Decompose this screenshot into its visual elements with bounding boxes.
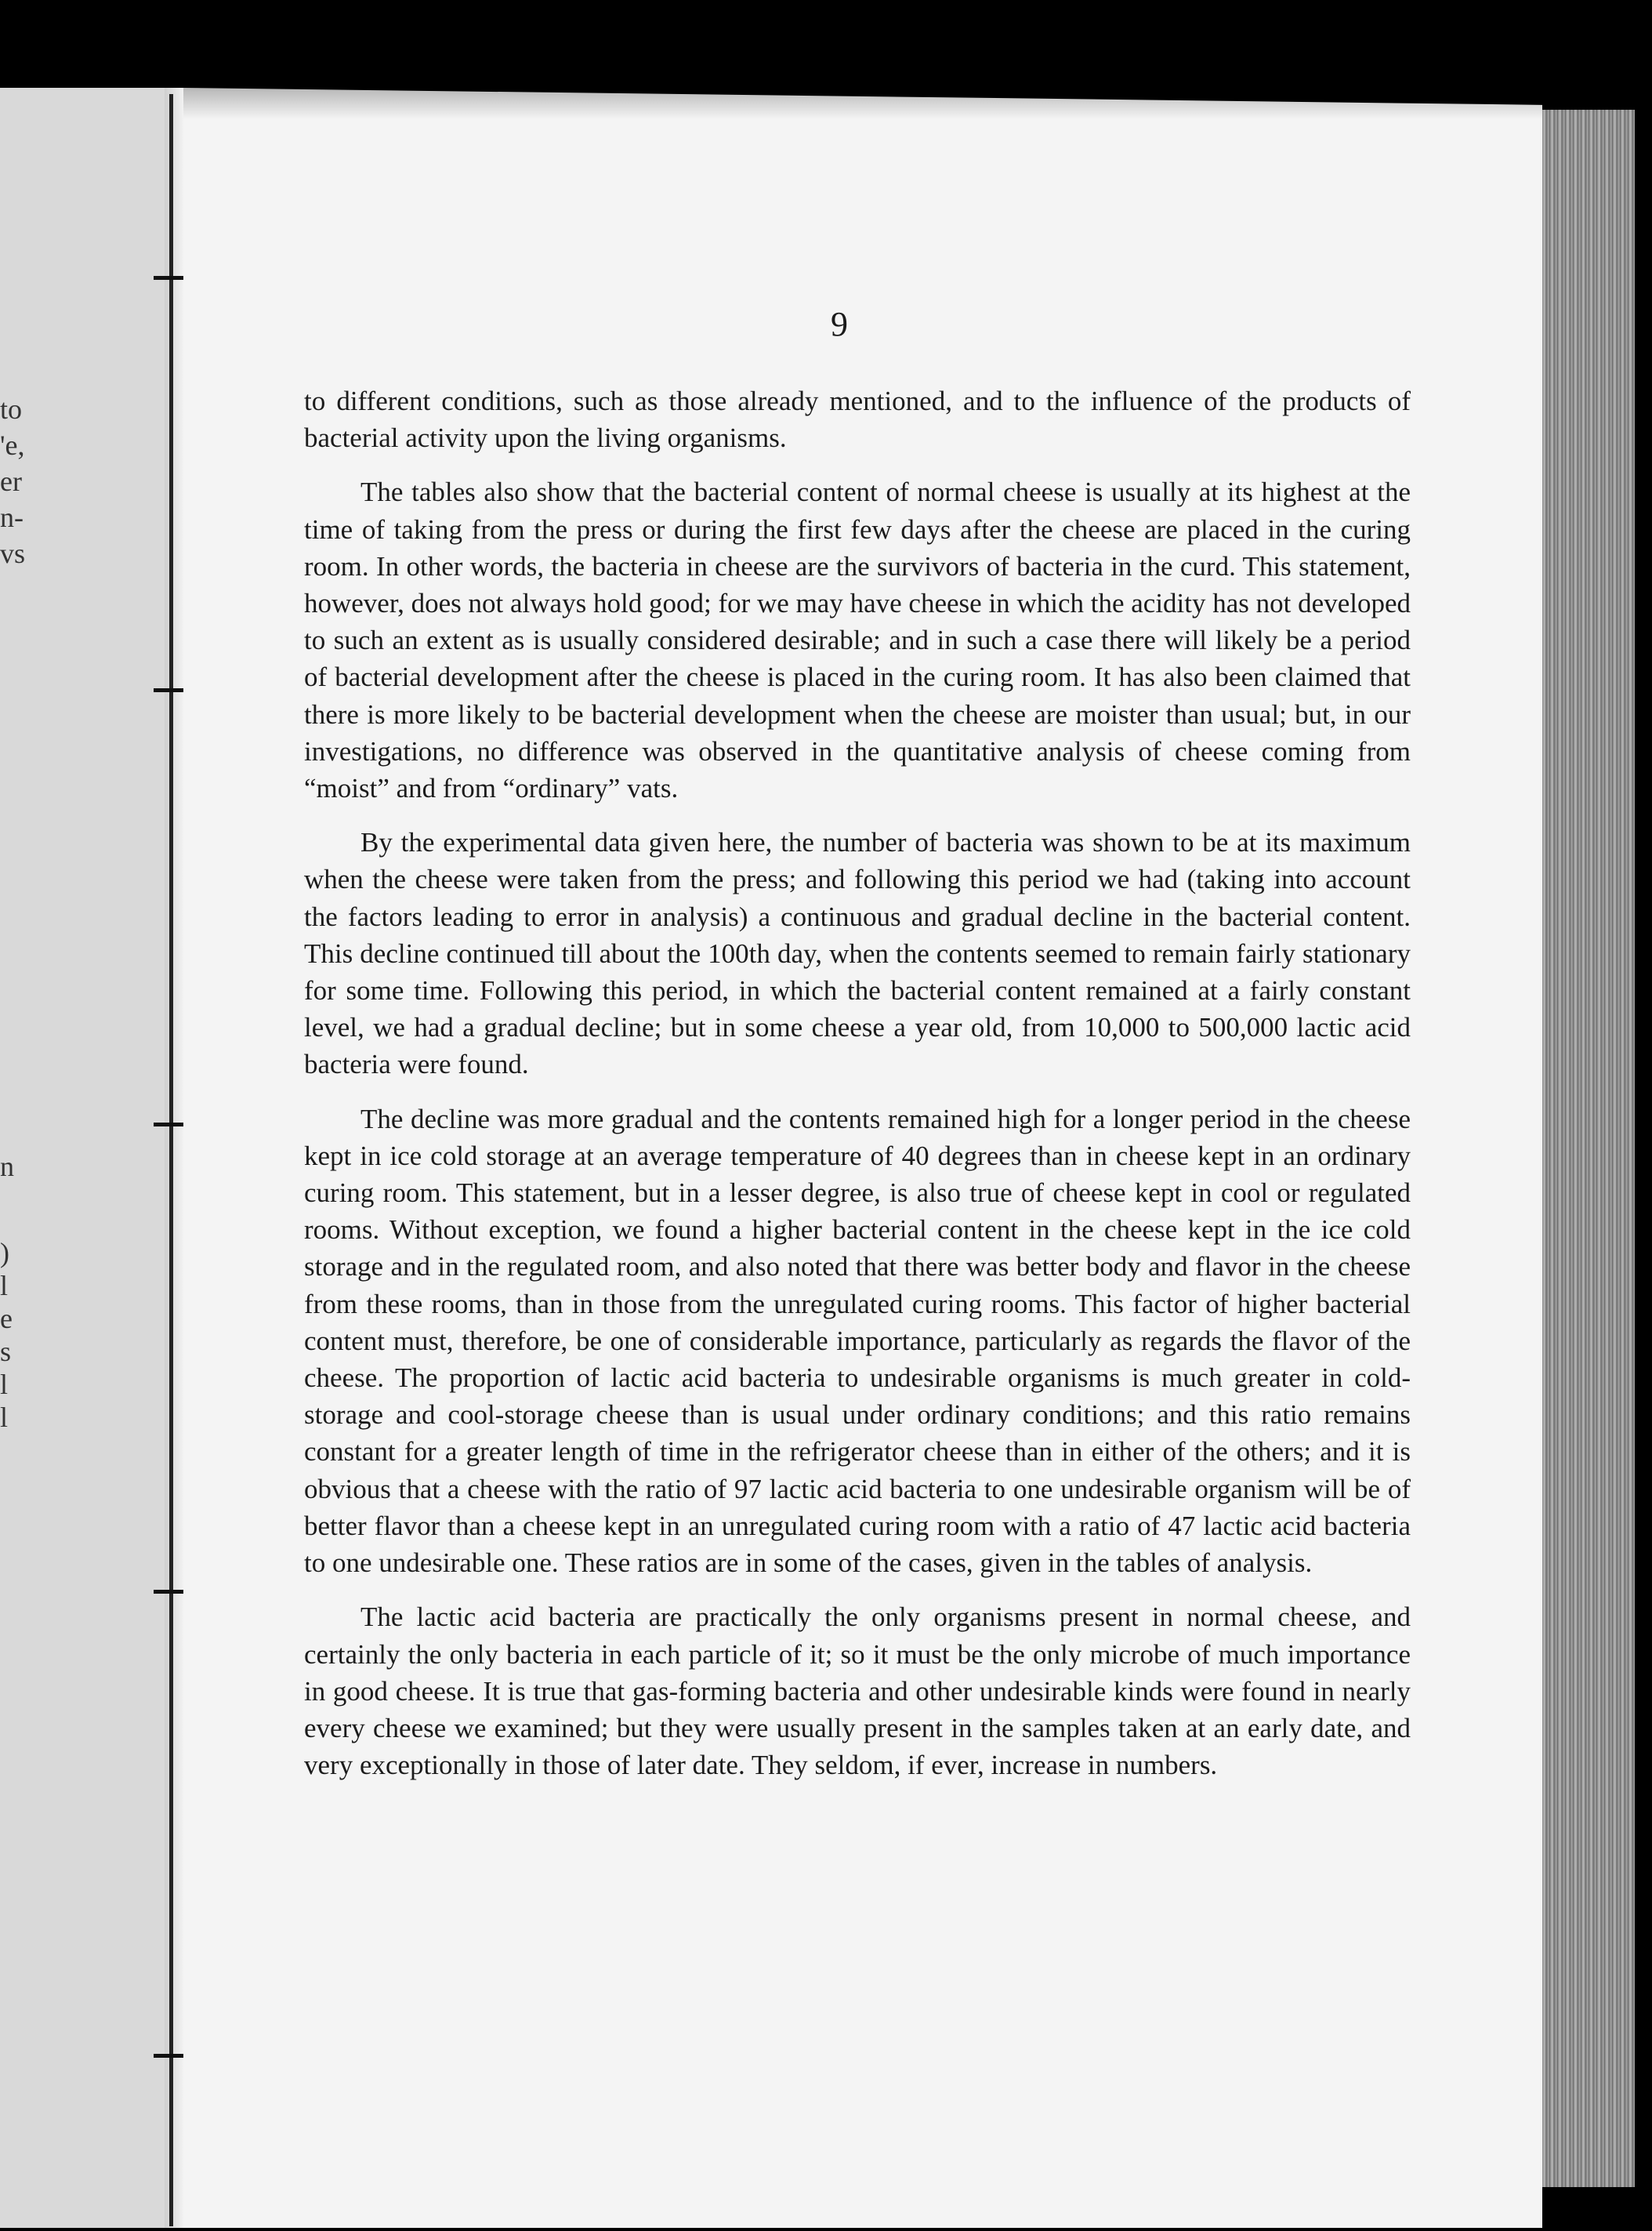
facing-page-fragment: er [0,466,22,497]
facing-page-fragment: to [0,394,23,425]
paragraph: to different conditions, such as those already mentioned, and to the influence of the products of bacterial activity upon the living organisms. [304,386,1411,454]
book-gutter [165,88,183,2228]
facing-page [0,88,165,2228]
paragraph: The tables also show that the bacterial content of normal cheese is usually at its highest at the time of taking from the press or during the first few days after the cheese are placed in the curing room. In other words, the bacteria in cheese are the survivors of bacteria in the curd. This statement, however, does not always hold good; for we may have cheese in which the acidity has not developed to such an extent as is usually considered desirable; and in such a case there will likely be a period of bacterial development after the cheese is placed in the curing room. It has also been claimed that there is more likely to be bacterial development when the cheese are moister than usual; but, in our investigations, no difference was observed in the quantitative analysis of cheese coming from “moist” and from “ordinary” vats. [304,477,1411,804]
page-edges [1542,110,1635,2187]
binding-line [169,94,173,2226]
facing-page-fragment: n [0,1151,14,1182]
body-text [304,383,1411,1801]
facing-page-fragment: s [0,1336,12,1367]
facing-page-fragment: l [0,1402,9,1433]
facing-page-fragment: e [0,1303,13,1334]
facing-page-fragment: l [0,1369,9,1400]
paragraph: The lactic acid bacteria are practically the only organisms present in normal cheese, and certainly the only bacteria in each particle of it; so it must be the only microbe of much importance in good cheese. It is true that gas-forming bacteria and other undesirable kinds were found in nearly every cheese we examined; but they were usually present in the samples taken at an early date, and very exceptionally in those of later date. They seldom, if ever, increase in numbers. [304,1602,1411,1781]
page-shadow [183,88,1542,119]
facing-page-fragment: ) [0,1237,9,1268]
facing-page-fragment: 'e, [0,430,25,461]
facing-page-fragment: vs [0,538,26,569]
facing-page-fragment: n- [0,502,24,533]
paragraph: By the experimental data given here, the number of bacteria was shown to be at its maximum when the cheese were taken from the press; and following this period we had (taking into account the factors leading to error in analysis) a continuous and gradual decline in the bacterial content. This decline continued till about the 100th day, when the contents seemed to remain fairly stationary for some time. Following this period, in which the bacterial content remained at a fairly constant level, we had a gradual decline; but in some cheese a year old, from 10,000 to 500,000 lactic acid bacteria were found. [304,827,1411,1080]
facing-page-fragment: l [0,1270,9,1301]
page-number: 9 [831,305,848,343]
paragraph: The decline was more gradual and the contents remained high for a longer period in the cheese kept in ice cold storage at an average temperature of 40 degrees than in cheese kept in an ordinary curing room. This statement, but in a lesser degree, is also true of cheese kept in cool or regulated rooms. Without exception, we found a higher bacterial content in the cheese kept in the ice cold storage and in the regulated room, and also noted that there was better body and flavor in the cheese from these rooms, than in those from the unregulated curing rooms. This factor of higher bacterial content must, therefore, be one of considerable importance, particularly as regards the flavor of the cheese. The proportion of lactic acid bacteria to undesirable organisms is much greater in cold-storage and cool-storage cheese than is usual under ordinary conditions; and this ratio remains constant for a greater length of time in the refrigerator cheese than in either of the others; and it is obvious that a cheese with the ratio of 97 lactic acid bacteria to one undesirable organism will be of better flavor than a cheese kept in an unregulated curing room with a ratio of 47 lactic acid bacteria to one undesirable one. These ratios are in some of the cases, given in the tables of analysis. [304,1103,1411,1579]
